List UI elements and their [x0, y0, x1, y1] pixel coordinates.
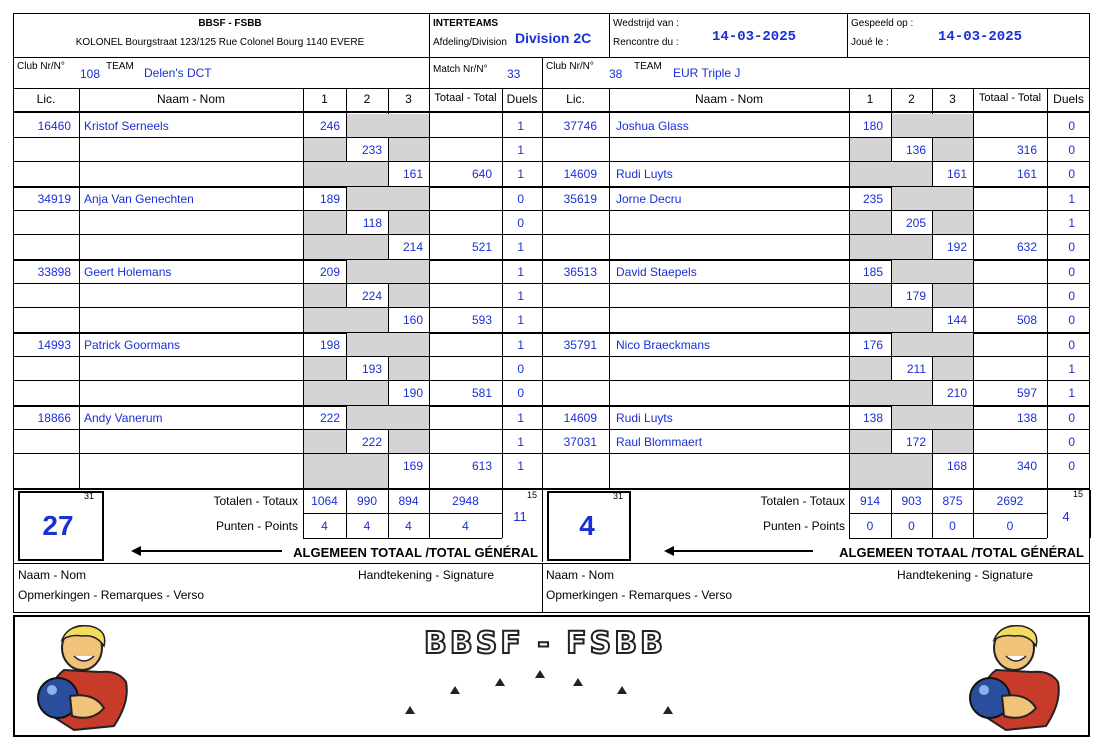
shaded-cell — [850, 211, 891, 234]
right-game-3: 210 — [946, 386, 967, 400]
shaded-cell — [304, 162, 388, 186]
right-totals-label: Totalen - Totaux — [760, 494, 845, 508]
left-name-label: Naam - Nom — [18, 568, 87, 582]
left-game-2: 224 — [361, 289, 382, 303]
right-game-1: 235 — [862, 192, 883, 206]
shaded-cell — [304, 284, 346, 307]
right-col-header-g3: 3 — [949, 92, 956, 106]
shaded-cell — [347, 187, 429, 210]
right-player-total: 632 — [1016, 240, 1037, 254]
left-game-1: 198 — [319, 338, 340, 352]
right-player-name: Joshua Glass — [616, 119, 689, 133]
totals-line — [1090, 490, 1091, 538]
row-line — [13, 137, 1090, 138]
left-game-3: 161 — [402, 167, 423, 181]
division-value: Division 2C — [515, 30, 592, 46]
left-duel: 0 — [517, 192, 524, 206]
left-duel: 1 — [517, 240, 524, 254]
left-general-total-label: ALGEMEEN TOTAAL /TOTAL GÉNÉRAL — [293, 545, 538, 560]
left-col-header-g3: 3 — [405, 92, 412, 106]
left-total-sum: 2948 — [452, 494, 479, 508]
org-address: KOLONEL Bourgstraat 123/125 Rue Colonel Bourg 1140 EVERE — [75, 37, 365, 48]
right-col-header-tot: Totaal - Total — [978, 92, 1042, 104]
left-points-g3: 4 — [405, 519, 412, 533]
left-duel: 1 — [517, 411, 524, 425]
right-player-lic: 37031 — [563, 435, 597, 449]
left-player-name: Andy Vanerum — [84, 411, 163, 425]
header-divider — [13, 57, 1090, 58]
division-label: Afdeling/Division — [433, 37, 507, 48]
left-duel: 0 — [517, 216, 524, 230]
right-game-1: 185 — [862, 265, 883, 279]
shaded-cell — [389, 138, 429, 161]
right-col-header-name: Naam - Nom — [694, 92, 763, 106]
bowling-pins-icon — [395, 664, 695, 719]
left-col-header-tot: Totaal - Total — [434, 92, 497, 104]
left-totals-label: Totalen - Totaux — [213, 494, 298, 508]
shaded-cell — [389, 284, 429, 307]
right-total-g2: 903 — [901, 494, 922, 508]
right-game-3: 144 — [946, 313, 967, 327]
right-points-g1: 0 — [866, 519, 874, 533]
right-game-3: 168 — [946, 459, 967, 473]
right-duel: 1 — [1068, 362, 1075, 376]
left-player-name: Geert Holemans — [84, 265, 172, 279]
row-line — [13, 210, 1090, 211]
left-duel: 1 — [517, 338, 524, 352]
row-line — [13, 356, 1090, 357]
right-total-g3: 875 — [942, 494, 963, 508]
left-duels-max: 15 — [527, 490, 538, 500]
org-title: BBSF - FSBB — [198, 18, 262, 29]
shaded-cell — [933, 284, 973, 307]
left-game-2: 193 — [361, 362, 382, 376]
totals-line — [502, 490, 503, 538]
shaded-cell — [304, 430, 346, 453]
left-general-max: 31 — [84, 491, 95, 501]
played-date: 14-03-2025 — [938, 29, 1023, 45]
left-game-3: 160 — [402, 313, 423, 327]
shaded-cell — [933, 138, 973, 161]
right-duel: 1 — [1068, 216, 1075, 230]
left-total-g1: 1064 — [311, 494, 338, 508]
left-total-g3: 894 — [398, 494, 419, 508]
shaded-cell — [850, 430, 891, 453]
column-header-divider — [13, 111, 1090, 113]
shaded-cell — [304, 308, 388, 332]
signature-divider — [542, 563, 543, 613]
shaded-cell — [347, 406, 429, 429]
right-duel: 0 — [1068, 143, 1075, 157]
left-game-1: 189 — [319, 192, 340, 206]
column-line — [609, 88, 610, 488]
right-player-name: Jorne Decru — [616, 192, 682, 206]
right-club-nr: 38 — [609, 67, 623, 81]
left-club-label: Club Nr/N° — [17, 61, 65, 72]
right-duel: 0 — [1068, 119, 1075, 133]
left-duel: 1 — [517, 459, 524, 473]
shaded-cell — [347, 260, 429, 283]
right-duel: 0 — [1068, 265, 1075, 279]
totals-line — [849, 513, 1047, 514]
left-duel: 1 — [517, 435, 524, 449]
right-duel: 0 — [1068, 313, 1075, 327]
right-game-3: 192 — [946, 240, 967, 254]
left-game-1: 246 — [319, 119, 340, 133]
header-vline — [847, 13, 848, 57]
right-name-label: Naam - Nom — [546, 568, 615, 582]
right-points-g2: 0 — [908, 519, 915, 533]
left-game-2: 222 — [361, 435, 382, 449]
row-line — [13, 429, 1090, 430]
right-duel: 1 — [1068, 192, 1075, 206]
match-date-label-fr: Rencontre du : — [613, 37, 679, 48]
left-duel: 1 — [517, 143, 524, 157]
right-game-2: 205 — [905, 216, 926, 230]
right-points-g3: 0 — [949, 519, 956, 533]
shaded-cell — [304, 454, 388, 488]
left-player-total: 593 — [471, 313, 492, 327]
shaded-cell — [304, 381, 388, 405]
shaded-cell — [892, 406, 973, 429]
right-player-total: 340 — [1016, 459, 1037, 473]
left-points-g2: 4 — [363, 519, 371, 533]
right-player-lic: 37746 — [563, 119, 597, 133]
shaded-cell — [850, 284, 891, 307]
left-col-header-duel: Duels — [506, 92, 538, 106]
shaded-cell — [892, 114, 973, 137]
match-date-label-nl: Wedstrijd van : — [613, 18, 679, 29]
right-player-total: 597 — [1016, 386, 1037, 400]
header-vline — [609, 13, 610, 57]
right-duel: 0 — [1068, 459, 1075, 473]
totals-line — [849, 538, 1047, 539]
right-arrow-line — [673, 550, 813, 552]
shaded-cell — [892, 260, 973, 283]
header-vline — [429, 13, 430, 88]
left-player-lic: 16460 — [37, 119, 71, 133]
right-duel: 0 — [1068, 289, 1075, 303]
right-duel: 1 — [1068, 386, 1075, 400]
match-nr-label: Match Nr/N° — [433, 64, 488, 75]
right-general-total: 4 — [579, 510, 595, 541]
right-club-label: Club Nr/N° — [546, 61, 594, 72]
right-player-name: Raul Blommaert — [616, 435, 703, 449]
right-col-header-duel: Duels — [1053, 92, 1084, 106]
left-player-name: Kristof Serneels — [84, 119, 169, 133]
left-duel: 1 — [517, 313, 524, 327]
shaded-cell — [389, 211, 429, 234]
right-player-name: Rudi Luyts — [616, 167, 673, 181]
shaded-cell — [347, 114, 429, 137]
shaded-cell — [389, 357, 429, 380]
left-duel: 1 — [517, 265, 524, 279]
left-player-lic: 14993 — [37, 338, 71, 352]
left-player-total: 613 — [471, 459, 492, 473]
right-player-total: 316 — [1016, 143, 1037, 157]
left-game-1: 209 — [319, 265, 340, 279]
right-game-1: 180 — [862, 119, 883, 133]
right-game-2: 211 — [906, 362, 926, 376]
shaded-cell — [304, 138, 346, 161]
right-mascot-icon — [966, 622, 1068, 732]
left-remarks-label: Opmerkingen - Remarques - Verso — [18, 588, 205, 602]
right-game-1: 138 — [862, 411, 883, 425]
shaded-cell — [850, 308, 932, 332]
right-col-header-g2: 2 — [908, 92, 915, 106]
left-general-total: 27 — [42, 510, 74, 541]
left-arrow-line — [140, 550, 282, 552]
right-duels-max: 15 — [1073, 489, 1084, 499]
competition-label: INTERTEAMS — [433, 18, 498, 29]
right-game-1: 176 — [862, 338, 883, 352]
left-team-name: Delen's DCT — [144, 66, 212, 80]
right-team-label: TEAM — [634, 61, 662, 72]
left-points-g1: 4 — [321, 519, 328, 533]
left-game-1: 222 — [319, 411, 340, 425]
right-duel: 0 — [1068, 338, 1075, 352]
totals-line — [303, 513, 502, 514]
right-player-lic: 35619 — [563, 192, 597, 206]
left-player-lic: 33898 — [37, 265, 71, 279]
shaded-cell — [850, 357, 891, 380]
column-line — [429, 88, 430, 488]
left-points-label: Punten - Points — [215, 519, 298, 533]
shaded-cell — [933, 357, 973, 380]
shaded-cell — [892, 333, 973, 356]
left-signature-label: Handtekening - Signature — [358, 568, 495, 582]
left-duel: 1 — [517, 289, 524, 303]
shaded-cell — [850, 235, 932, 259]
right-player-name: Nico Braeckmans — [616, 338, 711, 352]
left-player-lic: 34919 — [37, 192, 71, 206]
right-player-total: 138 — [1016, 411, 1037, 425]
shaded-cell — [933, 430, 973, 453]
left-col-header-lic: Lic. — [36, 92, 56, 106]
left-player-name: Anja Van Genechten — [84, 192, 194, 206]
right-player-lic: 36513 — [563, 265, 597, 279]
right-col-header-lic: Lic. — [566, 92, 585, 106]
left-club-nr: 108 — [80, 67, 101, 81]
left-game-3: 169 — [402, 459, 423, 473]
right-points-sum: 0 — [1006, 519, 1014, 533]
right-points-label: Punten - Points — [762, 519, 845, 533]
shaded-cell — [347, 333, 429, 356]
right-duel: 0 — [1068, 435, 1075, 449]
shaded-cell — [850, 454, 932, 488]
shaded-cell — [304, 357, 346, 380]
right-player-lic: 14609 — [563, 167, 597, 181]
left-duel: 0 — [517, 386, 524, 400]
shaded-cell — [304, 235, 388, 259]
right-game-3: 161 — [946, 167, 967, 181]
left-player-total: 581 — [471, 386, 492, 400]
totals-line — [1047, 490, 1048, 538]
left-game-2: 118 — [362, 216, 382, 230]
right-player-lic: 14609 — [563, 411, 597, 425]
column-line — [79, 88, 80, 488]
left-total-g2: 990 — [356, 494, 378, 508]
match-nr-value: 33 — [507, 67, 521, 81]
left-col-header-g2: 2 — [363, 92, 371, 106]
left-player-total: 521 — [471, 240, 492, 254]
right-remarks-label: Opmerkingen - Remarques - Verso — [546, 588, 733, 602]
shaded-cell — [850, 162, 932, 186]
footer-logo-text: BBSF - FSBB — [423, 626, 666, 661]
right-duels-total: 4 — [1062, 509, 1070, 524]
right-general-max: 31 — [613, 491, 624, 501]
right-signature-label: Handtekening - Signature — [897, 568, 1034, 582]
shaded-cell — [933, 211, 973, 234]
right-total-g1: 914 — [859, 494, 881, 508]
right-team-name: EUR Triple J — [673, 66, 741, 80]
right-total-sum: 2692 — [996, 494, 1024, 508]
right-game-2: 179 — [905, 289, 926, 303]
right-player-name: Rudi Luyts — [616, 411, 673, 425]
left-points-sum: 4 — [462, 519, 469, 533]
shaded-cell — [850, 138, 891, 161]
played-date-label-fr: Joué le : — [851, 37, 889, 48]
right-player-total: 508 — [1016, 313, 1037, 327]
left-game-2: 233 — [361, 143, 382, 157]
shaded-cell — [892, 187, 973, 210]
right-game-2: 136 — [905, 143, 926, 157]
left-duel: 1 — [517, 119, 524, 133]
right-player-total: 161 — [1016, 167, 1037, 181]
left-player-name: Patrick Goormans — [84, 338, 181, 352]
left-game-3: 214 — [402, 240, 423, 254]
right-game-2: 172 — [905, 435, 926, 449]
header-vline — [542, 57, 543, 88]
left-duel: 0 — [517, 362, 524, 376]
shaded-cell — [304, 211, 346, 234]
left-player-lic: 18866 — [37, 411, 71, 425]
table-bottom-line — [13, 488, 1090, 490]
center-divider — [542, 88, 543, 488]
match-date: 14-03-2025 — [712, 29, 797, 45]
signature-top-line — [13, 563, 1090, 564]
left-player-total: 640 — [471, 167, 492, 181]
right-duel: 0 — [1068, 411, 1075, 425]
played-date-label-nl: Gespeeld op : — [851, 18, 914, 29]
shaded-cell — [850, 381, 932, 405]
right-duel: 0 — [1068, 167, 1075, 181]
left-team-label: TEAM — [106, 61, 134, 72]
right-general-total-label: ALGEMEEN TOTAAL /TOTAL GÉNÉRAL — [839, 545, 1084, 560]
right-player-lic: 35791 — [563, 338, 597, 352]
right-player-name: David Staepels — [616, 265, 697, 279]
left-col-header-name: Naam - Nom — [156, 92, 225, 106]
right-duel: 0 — [1068, 240, 1075, 254]
left-mascot-icon — [34, 622, 136, 732]
center-divider — [542, 490, 543, 562]
shaded-cell — [389, 430, 429, 453]
header-divider — [13, 88, 1090, 89]
left-game-3: 190 — [402, 386, 423, 400]
totals-line — [303, 538, 502, 539]
left-duel: 1 — [517, 167, 524, 181]
left-duels-total: 11 — [513, 509, 527, 524]
left-col-header-g1: 1 — [321, 92, 328, 106]
row-line — [13, 283, 1090, 284]
right-col-header-g1: 1 — [866, 92, 874, 106]
